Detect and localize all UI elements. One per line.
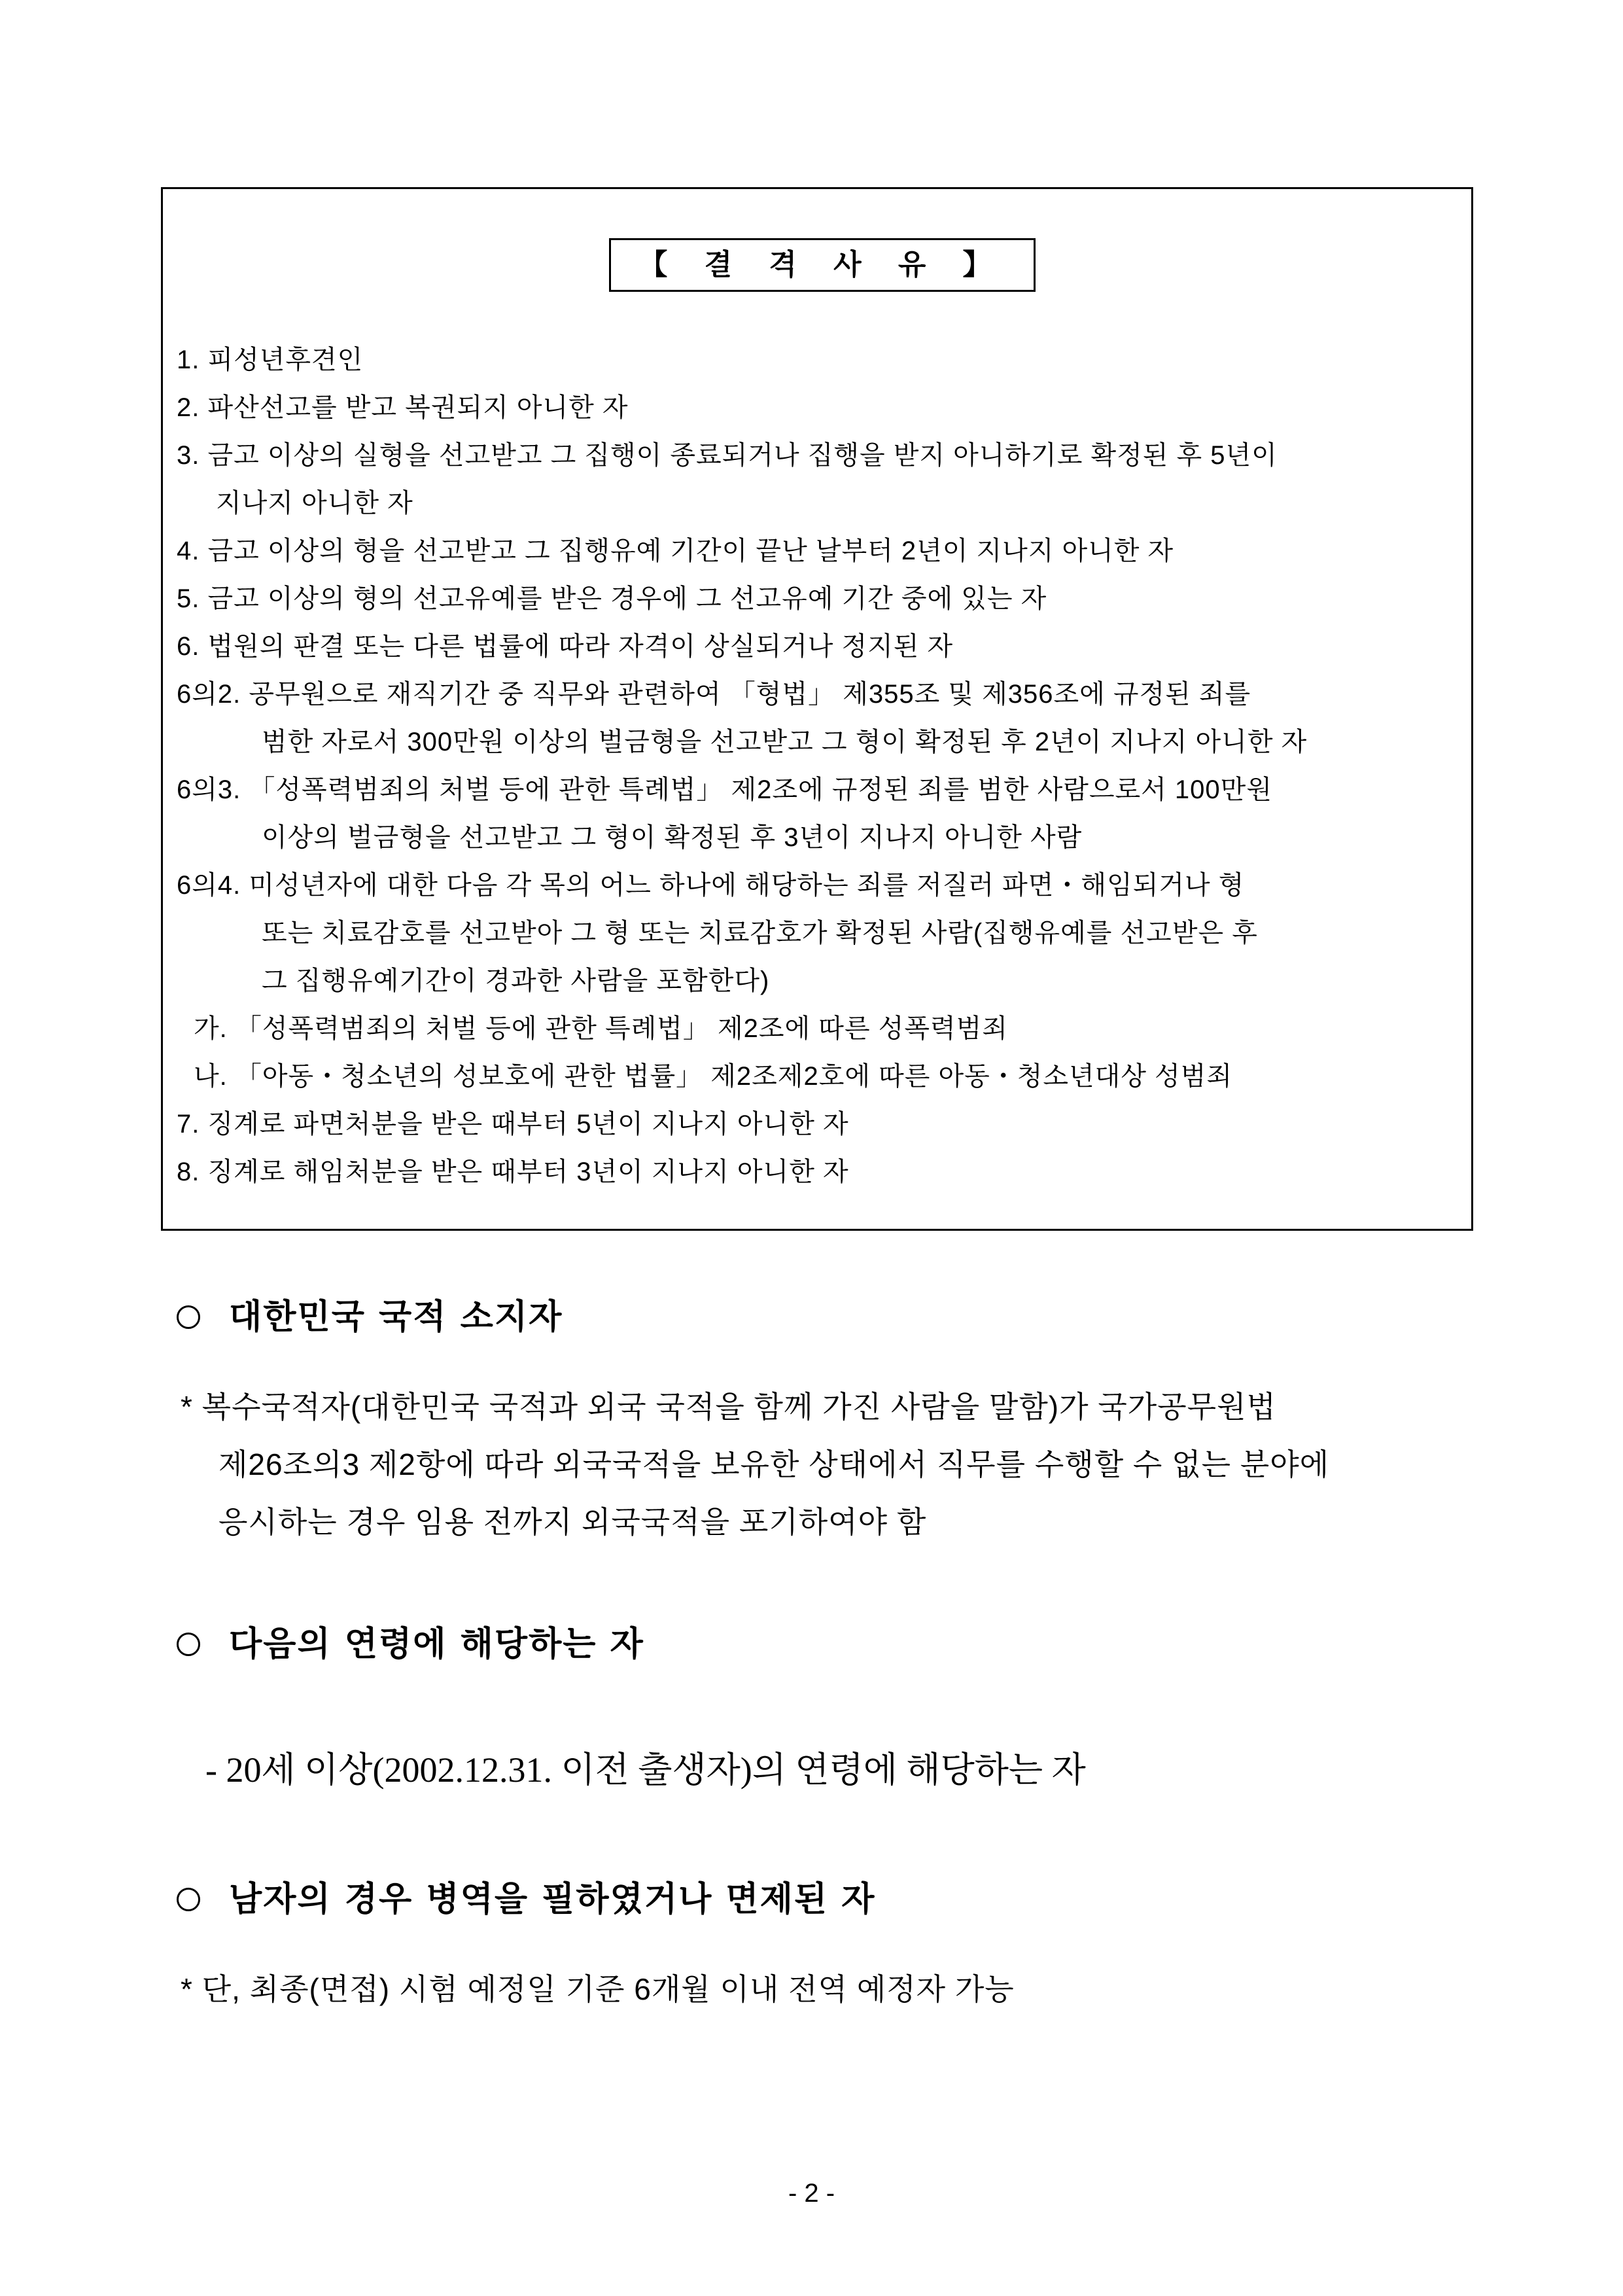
section-nationality xyxy=(177,1289,563,1338)
box-line-5: 5. 금고 이상의 형의 선고유예를 받은 경우에 그 선고유예 기간 중에 있는 자 xyxy=(177,584,1047,613)
circle-bullet-icon xyxy=(177,1305,200,1329)
nationality-note-1: * 복수국적자(대한민국 국적과 외국 국적을 함께 가진 사람을 말함)가 국가공무원법 xyxy=(181,1390,1276,1424)
box-line-3: 3. 금고 이상의 실형을 선고받고 그 집행이 종료되거나 집행을 받지 아니하기로 확정된 후 5년이 xyxy=(177,441,1278,470)
circle-bullet-icon xyxy=(177,1633,200,1656)
section-nationality-title: 대한민국 국적 소지자 xyxy=(229,1297,563,1337)
box-line-6-4: 6의4. 미성년자에 대한 다음 각 목의 어느 하나에 해당하는 죄를 저질러 파면・해임되거나 형 xyxy=(177,871,1245,900)
circle-bullet-icon xyxy=(177,1888,200,1911)
page-number: - 2 - xyxy=(788,2179,835,2208)
box-line-7: 7. 징계로 파면처분을 받은 때부터 5년이 지나지 아니한 자 xyxy=(177,1110,849,1139)
age-requirement: - 20세 이상(2002.12.31. 이전 출생자)의 연령에 해당하는 자 xyxy=(205,1750,1086,1790)
box-line-6: 6. 법원의 판결 또는 다른 법률에 따라 자격이 상실되거나 정지된 자 xyxy=(177,632,954,661)
box-line-8: 8. 징계로 해임처분을 받은 때부터 3년이 지나지 아니한 자 xyxy=(177,1157,849,1186)
box-line-6-3-cont: 이상의 벌금형을 선고받고 그 형이 확정된 후 3년이 지나지 아니한 사람 xyxy=(262,823,1083,852)
box-line-6-2-cont: 범한 자로서 300만원 이상의 벌금형을 선고받고 그 형이 확정된 후 2년이 지나지 아니한 자 xyxy=(262,728,1308,756)
box-line-1: 1. 피성년후견인 xyxy=(177,345,364,374)
box-line-na: 나. 「아동・청소년의 성보호에 관한 법률」 제2조제2호에 따른 아동・청소년대상 성범죄 xyxy=(194,1062,1232,1091)
box-line-6-4-cont-2: 그 집행유예기간이 경과한 사람을 포함한다) xyxy=(262,966,770,995)
box-line-ga: 가. 「성폭력범죄의 처벌 등에 관한 특례법」 제2조에 따른 성폭력범죄 xyxy=(194,1014,1008,1043)
box-line-6-2: 6의2. 공무원으로 재직기간 중 직무와 관련하여 「형법」 제355조 및 제356조에 규정된 죄를 xyxy=(177,680,1251,709)
box-line-4: 4. 금고 이상의 형을 선고받고 그 집행유예 기간이 끝난 날부터 2년이 지나지 아니한 자 xyxy=(177,537,1174,565)
section-military-title: 남자의 경우 병역을 필하였거나 면제된 자 xyxy=(229,1879,876,1919)
nationality-note-2: 제26조의3 제2항에 따라 외국국적을 보유한 상태에서 직무를 수행할 수 없는 분야에 xyxy=(218,1447,1330,1481)
box-line-6-3: 6의3. 「성폭력범죄의 처벌 등에 관한 특례법」 제2조에 규정된 죄를 범한 사람으로서 100만원 xyxy=(177,775,1272,804)
box-line-2: 2. 파산선고를 받고 복권되지 아니한 자 xyxy=(177,393,629,422)
section-age-title: 다음의 연령에 해당하는 자 xyxy=(229,1624,644,1664)
nationality-note-3: 응시하는 경우 임용 전까지 외국국적을 포기하여야 함 xyxy=(218,1505,927,1539)
box-line-3-cont: 지나지 아니한 자 xyxy=(216,489,413,518)
section-military xyxy=(177,1871,875,1920)
section-age xyxy=(177,1616,644,1665)
box-title: 【 결 격 사 유 】 xyxy=(609,238,1036,292)
box-line-6-4-cont-1: 또는 치료감호를 선고받아 그 형 또는 치료감호가 확정된 사람(집행유예를 선고받은 후 xyxy=(262,919,1258,947)
military-note: * 단, 최종(면접) 시험 예정일 기준 6개월 이내 전역 예정자 가능 xyxy=(181,1972,1015,2006)
